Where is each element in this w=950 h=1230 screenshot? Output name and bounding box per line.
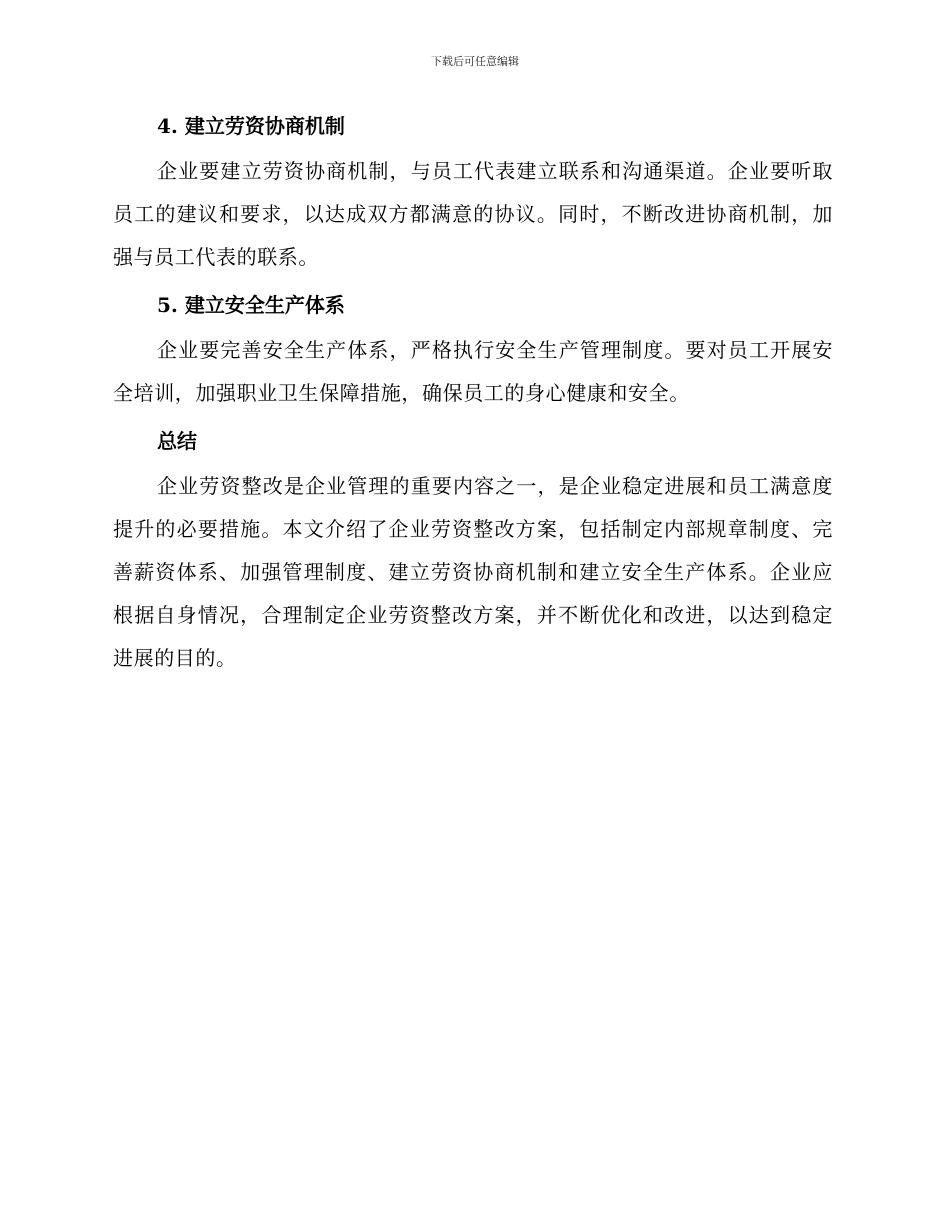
section-paragraph-summary: 企业劳资整改是企业管理的重要内容之一，是企业稳定进展和员工满意度提升的必要措施。本文介绍了企业劳资整改方案，包括制定内部规章制度、完善薪资体系、加强管理制度、建立劳资协商机制和建立安全生产体系。企业应根据自身情况，合理制定企业劳资整改方案，并不断优化和改进，以达到稳定进展的目的。: [113, 474, 833, 670]
section-paragraph-5: 企业要完善安全生产体系，严格执行安全生产管理制度。要对员工开展安全培训，加强职业卫生保障措施，确保员工的身心健康和安全。: [113, 338, 833, 405]
section-heading-4: 4. 建立劳资协商机制: [157, 114, 345, 138]
section-heading-5: 5. 建立安全生产体系: [157, 293, 345, 317]
section-heading-summary: 总结: [157, 429, 197, 453]
page-header: 下载后可任意编辑: [431, 55, 519, 68]
section-paragraph-4: 企业要建立劳资协商机制，与员工代表建立联系和沟通渠道。企业要听取员工的建议和要求，以达成双方都满意的协议。同时，不断改进协商机制，加强与员工代表的联系。: [113, 159, 833, 269]
document-body: [113, 110, 833, 680]
